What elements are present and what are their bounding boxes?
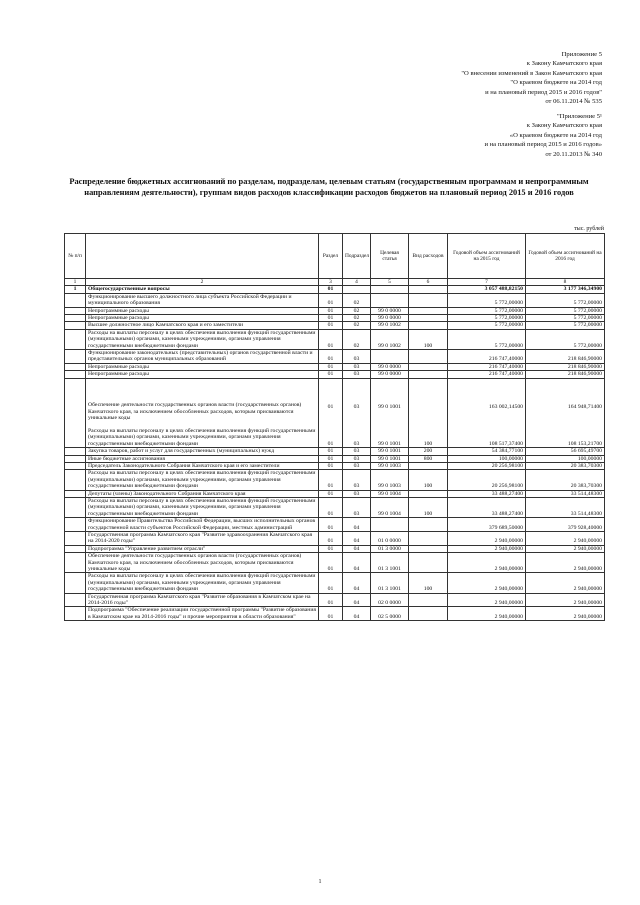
table-row <box>65 607 605 621</box>
row-podrazdel: 03 <box>343 448 371 455</box>
row-name: Обеспечение деятельности государственных органов власти (государственных органов) Камчатского края, за исключением обособленных расходов, которым присваиваются уникальные коды <box>86 553 319 573</box>
row-name: Подпрограмма "Управление развитием отрасли" <box>86 545 319 552</box>
row-number <box>65 315 86 322</box>
row-target-article: 99 0 1004 <box>371 490 409 497</box>
row-name: Обеспечение деятельности государственных органов власти (государственных органов) Камчатского края, за исключением обособленных расходов, которым присваиваются уникальные коды Расходы на выплаты персоналу в целях обеспечения выполнения функций государственными (муниципальными) органами, казенными учреждениями, органами управления государственными внебюджетными фондами <box>86 378 319 447</box>
appendix-header-line: к Закону Камчатского края <box>526 60 602 68</box>
row-amount-2016: 20 383,70300 <box>526 470 605 490</box>
table-row <box>65 593 605 607</box>
row-razdel: 01 <box>319 518 343 532</box>
row-amount-2015-lower: 108 517,37400 <box>488 440 523 447</box>
row-amount-2016: 56 695,49700 <box>526 448 605 455</box>
row-name: Непрограммные расходы <box>86 363 319 370</box>
row-podrazdel: 04 <box>343 553 371 573</box>
row-amount-2015: 2 940,00000 <box>448 553 526 573</box>
row-target-article: 99 0 0000 <box>371 371 409 378</box>
row-expense-type <box>409 531 448 545</box>
row-name: Расходы на выплаты персоналу в целях обеспечения выполнения функций государственными (муниципальными) органами, казенными учреждениями, органами управления государственными внебюджетными фондами <box>86 470 319 490</box>
row-amount-2015: 216 747,40000 <box>448 363 526 370</box>
row-amount-2016: 100,00000 <box>526 455 605 462</box>
row-podrazdel: 03 <box>343 371 371 378</box>
row-razdel: 01 <box>319 607 343 621</box>
row-number <box>65 531 86 545</box>
table-row <box>65 518 605 532</box>
col-number: 6 <box>409 279 448 286</box>
row-number <box>65 329 86 349</box>
row-target-article: 99 0 0000 <box>371 363 409 370</box>
row-expense-type: 100 <box>409 497 448 517</box>
row-podrazdel: 03 <box>343 490 371 497</box>
col-number: 4 <box>343 279 371 286</box>
column-number-row <box>65 279 605 286</box>
row-name: Функционирование высшего должностного лица субъекта Российской Федерации и муниципального образования <box>86 293 319 307</box>
row-expense-type: 200 <box>409 448 448 455</box>
col-number: 2 <box>86 279 319 286</box>
row-amount-2016: 379 928,40000 <box>526 518 605 532</box>
row-amount-2015: 20 256,98100 <box>448 462 526 469</box>
col-header-number: № п/п <box>65 234 86 279</box>
row-expense-type <box>409 545 448 552</box>
row-expense-type <box>409 553 448 573</box>
row-podrazdel: 04 <box>343 593 371 607</box>
table-row <box>65 497 605 517</box>
row-name: Иные бюджетные ассигнования <box>86 455 319 462</box>
appendix-header-line: и на плановый период 2015 и 2016 годов» <box>484 141 602 149</box>
row-name: Высшее должностное лицо Камчатского края и его заместители <box>86 322 319 329</box>
row-podrazdel <box>343 286 371 293</box>
table-header-row <box>65 234 605 279</box>
col-number: 3 <box>319 279 343 286</box>
row-expense-type <box>409 462 448 469</box>
row-number <box>65 363 86 370</box>
row-amount-2015: 5 772,00000 <box>448 322 526 329</box>
table-row <box>65 573 605 593</box>
row-amount-2015: 5 772,00000 <box>448 315 526 322</box>
row-amount-2016-lower: 108 153,21700 <box>567 440 602 447</box>
row-target-article <box>371 518 409 532</box>
row-target-article: 99 0 1001 <box>371 455 409 462</box>
row-amount-2016: 2 940,00000 <box>526 607 605 621</box>
row-podrazdel: 02 <box>343 293 371 307</box>
row-razdel: 01 <box>319 286 343 293</box>
row-razdel: 01 <box>319 545 343 552</box>
row-amount-2015: 2 940,00000 <box>448 607 526 621</box>
appendix-header-current <box>461 50 602 106</box>
budget-allocation-table <box>64 233 605 621</box>
row-target-article: 01 0 0000 <box>371 531 409 545</box>
row-razdel: 01 <box>319 371 343 378</box>
row-target-article: 99 0 1001 <box>371 448 409 455</box>
row-razdel: 01 <box>319 455 343 462</box>
row-razdel: 01 <box>319 593 343 607</box>
row-amount-2015: 2 940,00000 <box>448 531 526 545</box>
row-name: Закупка товаров, работ и услуг для государственных (муниципальных) нужд <box>86 448 319 455</box>
row-amount-2016: 2 940,00000 <box>526 573 605 593</box>
table-row <box>65 307 605 314</box>
table-row <box>65 286 605 293</box>
row-name: Депутаты (члены) Законодательного Собрания Камчатского края <box>86 490 319 497</box>
row-expense-type: 100 <box>409 329 448 349</box>
table-row <box>65 470 605 490</box>
row-target-article: 99 0 1002 <box>371 322 409 329</box>
row-amount-2016: 5 772,00000 <box>526 315 605 322</box>
col-number: 5 <box>371 279 409 286</box>
row-razdel: 01 <box>319 497 343 517</box>
row-name: Непрограммные расходы <box>86 307 319 314</box>
row-expense-type <box>409 371 448 378</box>
col-number: 7 <box>448 279 526 286</box>
row-amount-2015: 216 747,40000 <box>448 350 526 364</box>
row-number <box>65 593 86 607</box>
row-amount-2016: 218 846,90000 <box>526 363 605 370</box>
row-amount-2016: 2 940,00000 <box>526 593 605 607</box>
row-podrazdel: 03 <box>343 497 371 517</box>
row-expense-type <box>409 293 448 307</box>
row-number <box>65 371 86 378</box>
row-razdel: 01 <box>319 329 343 349</box>
row-podrazdel: 03 <box>343 470 371 490</box>
row-podrazdel: 03 <box>343 455 371 462</box>
row-amount-2015: 5 772,00000 <box>448 293 526 307</box>
row-razdel: 01 <box>319 448 343 455</box>
row-amount-2015: 379 689,50000 <box>448 518 526 532</box>
document-title: Распределение бюджетных ассигнований по разделам, подразделам, целевым статьям (государственным программам и непрограммным направлениям деятельности), группам видов расходов классификации расходов бюджетов на плановый период 2015 и 2016 годов <box>69 177 589 198</box>
row-expense-type: 100 <box>409 470 448 490</box>
appendix-header-line: "О внесении изменений в Закон Камчатского края <box>461 69 602 77</box>
row-amount-2016: 2 940,00000 <box>526 531 605 545</box>
table-row <box>65 322 605 329</box>
row-name: Расходы на выплаты персоналу в целях обеспечения выполнения функций государственными (муниципальными) органами, казенными учреждениями, органами управления государственными внебюджетными фондами <box>86 573 319 593</box>
appendix-header-line: от 06.11.2014 № 535 <box>545 98 602 106</box>
row-name: Подпрограмма "Обеспечение реализации государственной программы "Развитие образования в Камчатском крае на 2014-2016 годы" и прочие мероприятия в области образования" <box>86 607 319 621</box>
row-amount-2015: 216 747,40000 <box>448 371 526 378</box>
row-number <box>65 607 86 621</box>
table-row <box>65 490 605 497</box>
table-row <box>65 350 605 364</box>
row-target-article: 99 0 1003 <box>371 462 409 469</box>
table-row <box>65 329 605 349</box>
row-amount-2015: 54 384,77100 <box>448 448 526 455</box>
row-razdel: 01 <box>319 462 343 469</box>
appendix-header-line: "О краевом бюджете на 2014 год <box>510 79 602 87</box>
row-razdel: 01 <box>319 363 343 370</box>
row-target-article: 99 0 0000 <box>371 315 409 322</box>
row-number <box>65 455 86 462</box>
row-number <box>65 378 86 447</box>
row-number <box>65 545 86 552</box>
row-amount-2015: 100,00000 <box>448 455 526 462</box>
row-name: Непрограммные расходы <box>86 371 319 378</box>
row-target-article-upper: 99 0 1001 <box>378 404 401 411</box>
row-amount-2015-upper: 163 002,14500 <box>488 404 523 411</box>
row-podrazdel: 04 <box>343 518 371 532</box>
row-target-article: 99 0 1002 <box>371 329 409 349</box>
row-podrazdel: 04 <box>343 573 371 593</box>
col-header-expense-type: Вид расходов <box>409 234 448 279</box>
table-row <box>65 553 605 573</box>
row-razdel: 01 <box>319 293 343 307</box>
page-number: 1 <box>318 879 322 885</box>
row-name: Функционирование Правительства Российской Федерации, высших исполнительных органов государственной власти субъектов Российской Федерации, местных администраций <box>86 518 319 532</box>
row-amount-2015: 5 772,00000 <box>448 307 526 314</box>
row-number <box>65 462 86 469</box>
row-expense-type-lower: 100 <box>423 440 433 447</box>
row-podrazdel: 03 <box>343 350 371 364</box>
appendix-header-line: Приложение 5 <box>561 51 602 58</box>
row-razdel: 01 <box>319 470 343 490</box>
row-name: Общегосударственные вопросы <box>86 286 319 293</box>
row-number <box>65 322 86 329</box>
col-header-target-article: Целевая статья <box>371 234 409 279</box>
row-amount-2016-upper: 164 948,71400 <box>567 404 602 411</box>
row-razdel: 01 <box>319 573 343 593</box>
row-target-article: 02 0 0000 <box>371 593 409 607</box>
table-row <box>65 378 605 447</box>
row-amount-2016: 33 514,48300 <box>526 497 605 517</box>
row-razdel: 01 <box>319 531 343 545</box>
table-row <box>65 293 605 307</box>
row-number <box>65 448 86 455</box>
row-number <box>65 293 86 307</box>
row-name: Функционирование законодательных (представительных) органов государственной власти и представительных органов муниципальных образований <box>86 350 319 364</box>
row-expense-type <box>409 607 448 621</box>
row-expense-type <box>409 490 448 497</box>
row-number <box>65 470 86 490</box>
row-amount-2015: 33 488,27400 <box>448 497 526 517</box>
row-name: Непрограммные расходы <box>86 315 319 322</box>
row-target-article: 99 0 1004 <box>371 497 409 517</box>
table-row <box>65 531 605 545</box>
row-podrazdel: 04 <box>343 607 371 621</box>
row-expense-type <box>409 350 448 364</box>
row-podrazdel-lower: 03 <box>353 440 360 447</box>
row-podrazdel: 04 <box>343 531 371 545</box>
row-expense-type <box>409 518 448 532</box>
row-razdel: 01 <box>319 553 343 573</box>
appendix-header-line: "Приложение 5¹ <box>556 113 602 120</box>
row-podrazdel: 03 <box>343 363 371 370</box>
row-amount-2015: 33 488,27400 <box>448 490 526 497</box>
row-razdel-lower: 01 <box>327 440 334 447</box>
row-razdel: 01 <box>319 322 343 329</box>
row-podrazdel-upper: 03 <box>353 404 360 411</box>
row-amount-2015: 2 940,00000 <box>448 593 526 607</box>
row-amount-2015: 3 057 488,82150 <box>448 286 526 293</box>
table-row <box>65 315 605 322</box>
row-expense-type: 100 <box>409 573 448 593</box>
row-amount-2015: 20 256,98100 <box>448 470 526 490</box>
row-razdel <box>319 378 343 447</box>
row-number <box>65 497 86 517</box>
row-target-article: 01 3 1001 <box>371 553 409 573</box>
row-target-article: 99 0 0000 <box>371 307 409 314</box>
row-target-article <box>371 378 409 447</box>
row-razdel-upper: 01 <box>327 404 334 411</box>
row-target-article: 01 3 0000 <box>371 545 409 552</box>
row-podrazdel <box>343 378 371 447</box>
row-podrazdel: 02 <box>343 329 371 349</box>
row-podrazdel: 04 <box>343 545 371 552</box>
row-amount-2016: 2 940,00000 <box>526 545 605 552</box>
row-expense-type <box>409 307 448 314</box>
row-amount-2016: 3 177 346,34900 <box>526 286 605 293</box>
table-row <box>65 363 605 370</box>
row-amount-2016: 33 514,48300 <box>526 490 605 497</box>
row-target-article <box>371 293 409 307</box>
row-number <box>65 350 86 364</box>
row-number <box>65 490 86 497</box>
col-header-podrazdel: Подраздел <box>343 234 371 279</box>
row-expense-type <box>409 593 448 607</box>
row-expense-type <box>409 315 448 322</box>
row-amount-2016: 2 940,00000 <box>526 553 605 573</box>
row-expense-type: 800 <box>409 455 448 462</box>
row-razdel: 01 <box>319 490 343 497</box>
table-row <box>65 371 605 378</box>
units-label: тыс. рублей <box>574 226 604 232</box>
col-number: 8 <box>526 279 605 286</box>
row-podrazdel: 02 <box>343 322 371 329</box>
col-header-amount-2016: Годовой объем ассигнований на 2016 год <box>526 234 605 279</box>
row-number <box>65 573 86 593</box>
row-number: 1 <box>65 286 86 293</box>
col-header-name <box>86 234 319 279</box>
row-amount-2016: 218 846,90000 <box>526 371 605 378</box>
row-podrazdel: 02 <box>343 307 371 314</box>
row-amount-2016 <box>526 378 605 447</box>
row-target-article <box>371 286 409 293</box>
row-expense-type <box>409 363 448 370</box>
row-razdel: 01 <box>319 350 343 364</box>
row-amount-2015 <box>448 378 526 447</box>
row-podrazdel: 02 <box>343 315 371 322</box>
col-header-razdel: Раздел <box>319 234 343 279</box>
row-amount-2016: 5 772,00000 <box>526 307 605 314</box>
row-amount-2016: 5 772,00000 <box>526 322 605 329</box>
row-target-article <box>371 350 409 364</box>
row-name: Государственная программа Камчатского края "Развитие образования в Камчатском крае на 2014-2016 годы" <box>86 593 319 607</box>
row-expense-type <box>409 286 448 293</box>
appendix-header-line: «О краевом бюджете на 2014 год <box>509 131 602 139</box>
row-amount-2016: 5 772,00000 <box>526 329 605 349</box>
table-row <box>65 455 605 462</box>
row-amount-2016: 5 772,00000 <box>526 293 605 307</box>
appendix-header-line: и на плановый период 2015 и 2016 годов" <box>485 88 602 96</box>
row-number <box>65 553 86 573</box>
row-amount-2016: 218 846,90000 <box>526 350 605 364</box>
col-header-amount-2015: Годовой объем ассигнований на 2015 год <box>448 234 526 279</box>
row-target-article: 99 0 1003 <box>371 470 409 490</box>
row-amount-2016: 20 383,70300 <box>526 462 605 469</box>
row-name: Государственная программа Камчатского края "Развитие здравоохранения Камчатского края на 2014-2020 годы" <box>86 531 319 545</box>
row-name: Расходы на выплаты персоналу в целях обеспечения выполнения функций государственными (муниципальными) органами, казенными учреждениями, органами управления государственными внебюджетными фондами <box>86 329 319 349</box>
appendix-header-line: от 20.11.2013 № 340 <box>545 150 602 158</box>
row-name: Председатель Законодательного Собрания Камчатского края и его заместители <box>86 462 319 469</box>
row-amount-2015: 2 940,00000 <box>448 573 526 593</box>
row-name: Расходы на выплаты персоналу в целях обеспечения выполнения функций государственными (муниципальными) органами, казенными учреждениями, органами управления государственными внебюджетными фондами <box>86 497 319 517</box>
row-target-article: 01 3 1001 <box>371 573 409 593</box>
row-amount-2015: 5 772,00000 <box>448 329 526 349</box>
appendix-header-original <box>484 112 602 159</box>
row-amount-2015: 2 940,00000 <box>448 545 526 552</box>
row-razdel: 01 <box>319 307 343 314</box>
row-number <box>65 307 86 314</box>
row-podrazdel: 03 <box>343 462 371 469</box>
appendix-header-line: к Закону Камчатского края <box>526 122 602 130</box>
table-row <box>65 462 605 469</box>
row-expense-type-upper <box>411 379 445 411</box>
col-number: 1 <box>65 279 86 286</box>
table-row <box>65 545 605 552</box>
row-number <box>65 518 86 532</box>
table-row <box>65 448 605 455</box>
row-target-article-lower: 99 0 1001 <box>378 440 401 447</box>
row-target-article: 02 5 0000 <box>371 607 409 621</box>
row-expense-type <box>409 378 448 447</box>
row-expense-type <box>409 322 448 329</box>
row-razdel: 01 <box>319 315 343 322</box>
